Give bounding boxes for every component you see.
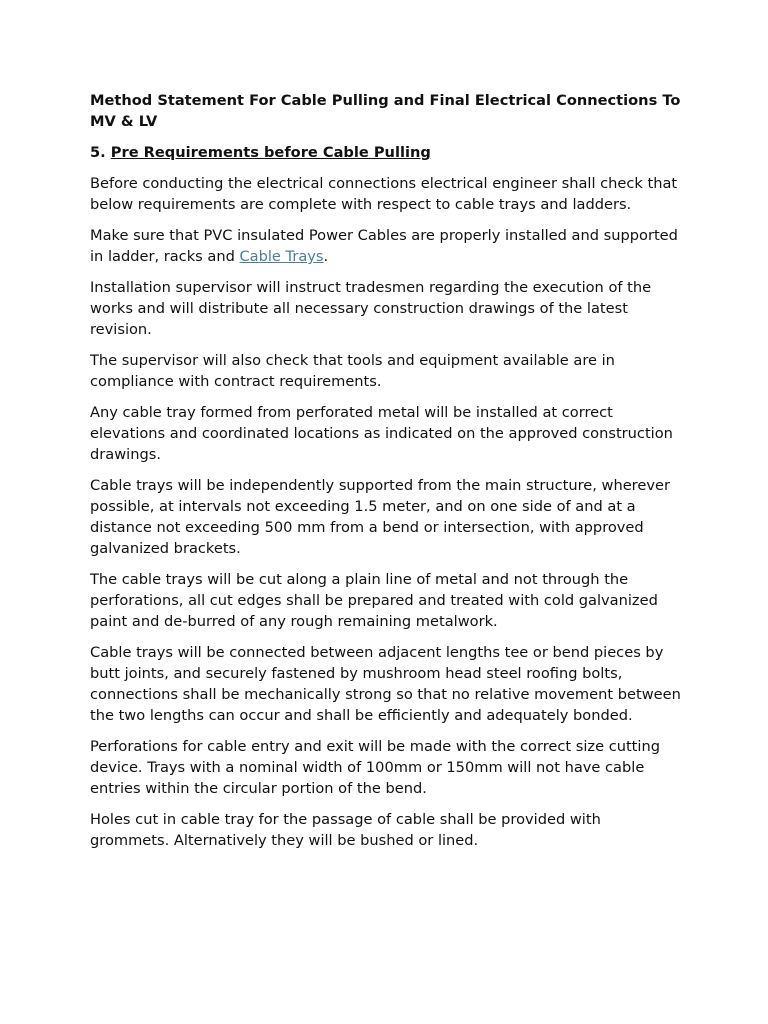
section-heading <box>90 142 682 163</box>
document-title: Method Statement For Cable Pulling and Final Electrical Connections To MV & LV <box>90 92 681 130</box>
paragraph-tools-equipment: The supervisor will also check that tools and equipment available are in compliance with contract requirements. <box>90 352 615 390</box>
paragraph-perforated-tray: Any cable tray formed from perforated metal will be installed at correct elevations and coordinated locations as indicated on the approved construction drawings. <box>90 404 673 463</box>
paragraph-tray-connection: Cable trays will be connected between adjacent lengths tee or bend pieces by butt joints, and securely fastened by mushroom head steel roofing bolts, connections shall be mechanically strong so that no relative movement between the two lengths can occur and shall be efficiently and adequately bonded. <box>90 644 681 724</box>
cable-trays-link[interactable]: Cable Trays <box>239 248 324 265</box>
pvc-text-before-link: Make sure that PVC insulated Power Cables are properly installed and supported in ladder, racks and <box>90 227 678 265</box>
paragraph-installation-supervisor: Installation supervisor will instruct tradesmen regarding the execution of the works and will distribute all necessary construction drawings of the latest revision. <box>90 279 652 338</box>
paragraph-grommets: Holes cut in cable tray for the passage of cable shall be provided with grommets. Alternatively they will be bushed or lined. <box>90 811 601 849</box>
section-number: 5. <box>90 144 106 161</box>
paragraph-pvc-cables <box>90 225 682 267</box>
paragraph-requirements-check: Before conducting the electrical connections electrical engineer shall check that below requirements are complete with respect to cable trays and ladders. <box>90 175 678 213</box>
pvc-text-after-link: . <box>323 248 329 265</box>
paragraph-tray-support: Cable trays will be independently supported from the main structure, wherever possible, at intervals not exceeding 1.5 meter, and on one side of and at a distance not exceeding 500 mm from a bend or intersection, with approved galvanized brackets. <box>90 477 670 557</box>
section-heading-text: Pre Requirements before Cable Pulling <box>110 144 431 161</box>
document-page <box>90 90 682 861</box>
paragraph-cable-entry: Perforations for cable entry and exit will be made with the correct size cutting device. Trays with a nominal width of 100mm or 150mm will not have cable entries within the circular portion of the bend. <box>90 738 660 797</box>
paragraph-tray-cutting: The cable trays will be cut along a plain line of metal and not through the perforations, all cut edges shall be prepared and treated with cold galvanized paint and de-burred of any rough remaining metalwork. <box>90 571 658 630</box>
